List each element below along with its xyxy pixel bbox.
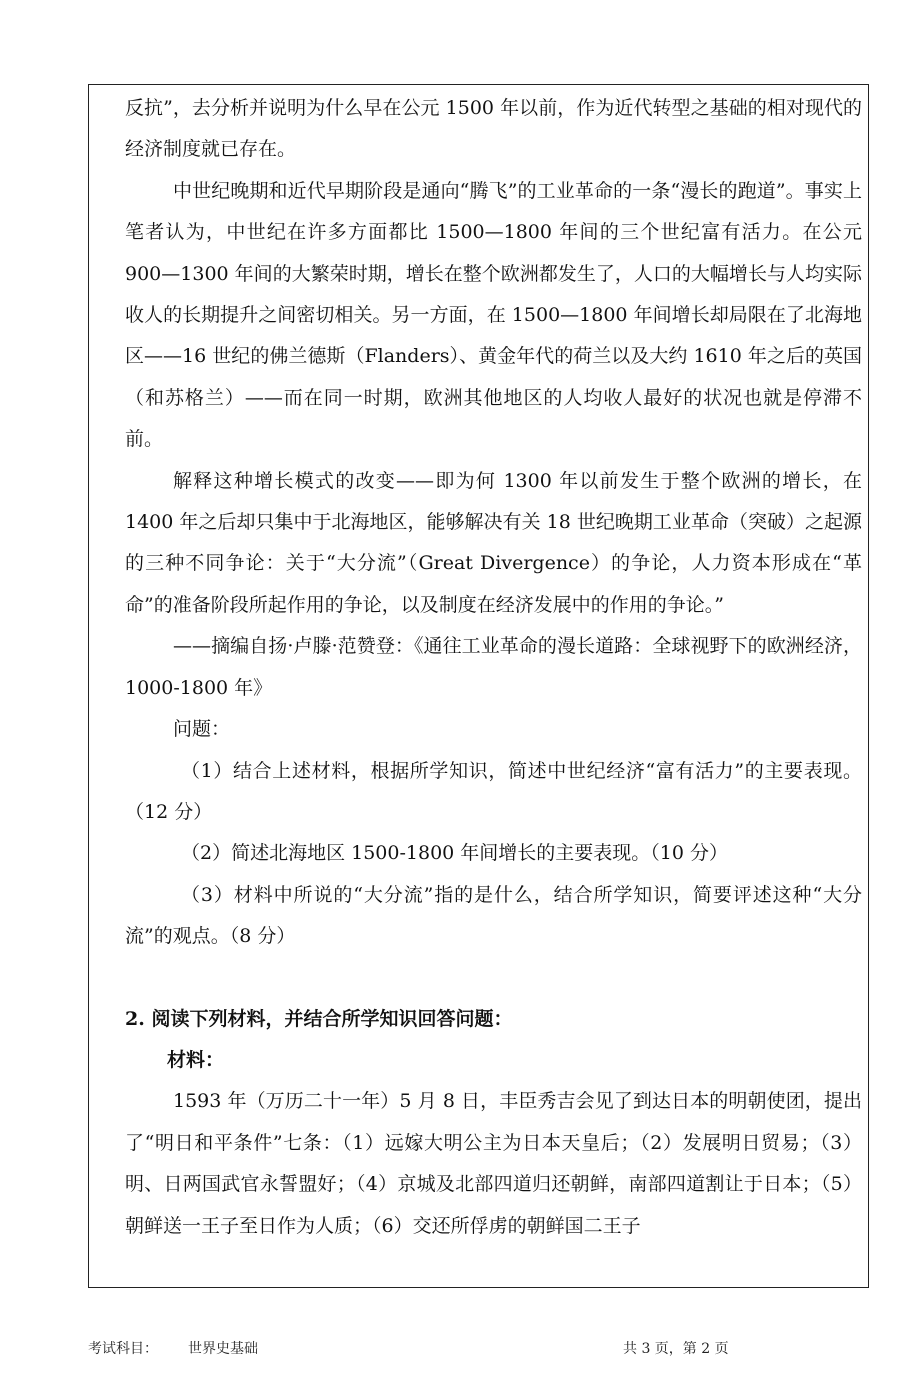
footer-subject — [88, 1338, 258, 1358]
source-citation: ——摘编自扬·卢滕·范赞登：《通往工业革命的漫长道路：全球视野下的欧洲经济，1000-1800 年》 — [125, 635, 862, 699]
question-3: （3）材料中所说的“大分流”指的是什么，结合所学知识，简要评述这种“大分流”的观点。（8 分） — [125, 883, 862, 948]
section-spacer — [125, 958, 862, 999]
question-1: （1）结合上述材料，根据所学知识，简述中世纪经济“富有活力”的主要表现。（12 分） — [125, 759, 862, 823]
footer-page-info: 共 3 页，第 2 页 — [623, 1341, 729, 1357]
paragraph-runway: 中世纪晚期和近代早期阶段是通向“腾飞”的工业革命的一条“漫长的跑道”。事实上笔者认为，中世纪在许多方面都比 1500—1800 年间的三个世纪富有活力。在公元 900—1300 年间的大繁荣时期，增长在整个欧洲都发生了，人口的大幅增长与人均实际收人的长期提升之间密切相关。另一方面，在 1500—1800 年间增长却局限在了北海地区——16 世纪的佛兰德斯（Flanders）、黄金年代的荷兰以及大约 1610 年之后的英国（和苏格兰）——而在同一时期，欧洲其他地区的人均收人最好的状况也就是停滞不前。 — [125, 179, 862, 451]
paragraph-growth-pattern: 解释这种增长模式的改变——即为何 1300 年以前发生于整个欧洲的增长，在 1400 年之后却只集中于北海地区，能够解决有关 18 世纪晚期工业革命（突破）之起源的三种不同争论：关于“大分流”（Great Divergence）的争论，人力资本形成在“革命”的准备阶段所起作用的争论，以及制度在经济发展中的作用的争论。” — [125, 469, 862, 616]
question-2: （2）简述北海地区 1500-1800 年间增长的主要表现。（10 分） — [181, 842, 729, 865]
section-2-heading: 2. 阅读下列材料，并结合所学知识回答问题： — [125, 1007, 513, 1030]
questions-label: 问题： — [173, 718, 231, 741]
material-label: 材料： — [167, 1048, 225, 1071]
paragraph-continuation: 反抗”，去分析并说明为什么早在公元 1500 年以前，作为近代转型之基础的相对现代的经济制度就已存在。 — [125, 97, 862, 161]
subject-name: 世界史基础 — [188, 1341, 258, 1357]
document-body — [125, 88, 862, 1247]
section-2-material: 1593 年（万历二十一年）5 月 8 日，丰臣秀吉会见了到达日本的明朝使团，提出了“明日和平条件”七条：（1）远嫁大明公主为日本天皇后；（2）发展明日贸易；（3）明、日两国武官永誓盟好；（4）京城及北部四道归还朝鲜，南部四道割让于日本；（5）朝鲜送一王子至日作为人质；（6）交还所俘虏的朝鲜国二王子 — [125, 1090, 862, 1237]
subject-label: 考试科目： — [88, 1341, 158, 1357]
